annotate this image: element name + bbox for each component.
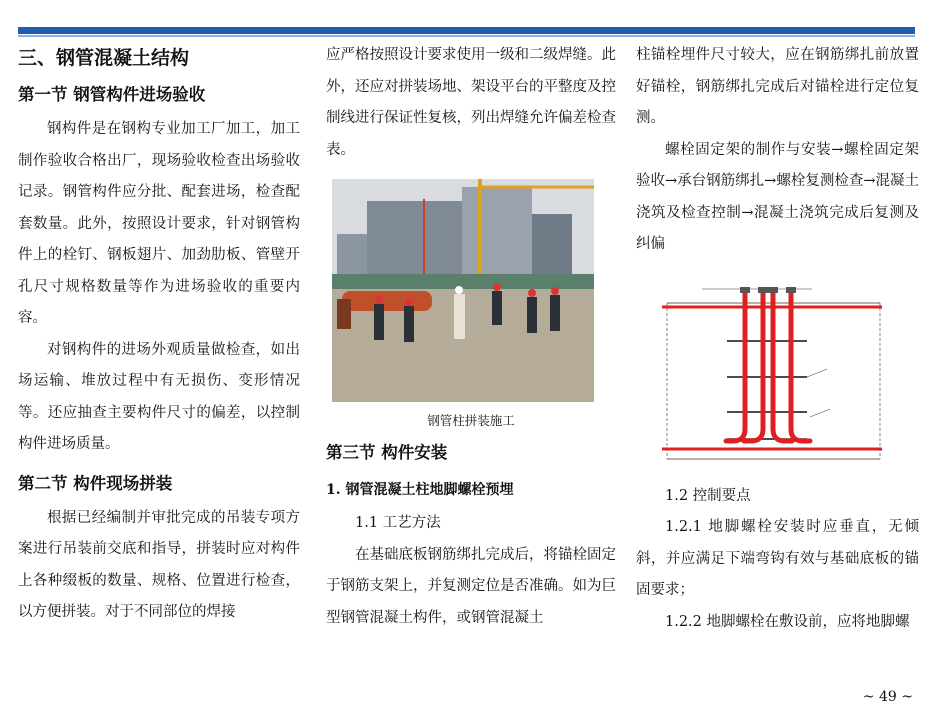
process-flow: 螺栓固定架的制作与安装→螺栓固定架验收→承台钢筋绑扎→螺栓复测检查→混凝土浇筑及检查控制→混凝土浇筑完成后复测及纠偏 bbox=[636, 141, 919, 252]
page-number: ~ 49 ~ bbox=[862, 689, 913, 705]
header-bar-thin bbox=[18, 35, 915, 37]
paragraph: 在基础底板钢筋绑扎完成后，将锚栓固定于钢筋支架上，并复测定位是否准确。如为巨型钢管混凝土构件，或钢管混凝土 bbox=[326, 546, 616, 626]
item-title-anchor-bolts: 1. 钢管混凝土柱地脚螺栓预埋 bbox=[326, 482, 514, 498]
photo-caption: 钢管柱拼装施工 bbox=[427, 413, 515, 428]
paragraph: 1.2.2 地脚螺栓在敷设前，应将地脚螺 bbox=[665, 613, 910, 630]
anchor-bolt-diagram bbox=[642, 269, 892, 479]
chapter-title: 三、钢管混凝土结构 bbox=[18, 47, 190, 69]
paragraph: 根据已经编制并审批完成的吊装专项方案进行吊装前交底和指导，拼装时应对构件上各种缀板的数量、规格、位置进行检查，以方便拼装。对于不同部位的焊接 bbox=[18, 509, 300, 620]
subheading: 1.2 控制要点 bbox=[665, 487, 751, 504]
paragraph: 钢构件是在钢构专业加工厂加工，加工制作验收合格出厂，现场验收检查出场验收记录。钢管构件应分批、配套进场，检查配套数量。此外，按照设计要求，针对钢管构件上的栓钉、钢板翅片、加劲肋板、管壁开孔尺寸规格数量等作为进场验收的重要内容。 bbox=[18, 121, 300, 326]
subheading: 1.1 工艺方法 bbox=[355, 515, 441, 531]
paragraph: 对钢构件的进场外观质量做检查，如出场运输、堆放过程中有无损伤、变形情况等。还应抽查主要构件尺寸的偏差，以控制构件进场质量。 bbox=[18, 341, 300, 452]
section-title-installation: 第三节 构件安装 bbox=[326, 443, 448, 462]
paragraph: 1.2.1 地脚螺栓安装时应垂直，无倾斜，并应满足下端弯钩有效与基础底板的锚固要求； bbox=[636, 519, 919, 598]
header-bar bbox=[18, 27, 915, 34]
construction-photo bbox=[332, 179, 594, 402]
page-number-value: 49 bbox=[878, 689, 897, 705]
section-title-assembly: 第二节 构件现场拼装 bbox=[18, 473, 173, 493]
column-middle bbox=[326, 40, 616, 634]
column-left bbox=[18, 40, 300, 629]
paragraph: 应严格按照设计要求使用一级和二级焊缝。此外，还应对拼装场地、架设平台的平整度及控制线进行保证性复核，列出焊缝允许偏差检查表。 bbox=[326, 47, 616, 158]
paragraph: 柱锚栓埋件尺寸较大，应在钢筋绑扎前放置好锚栓，钢筋绑扎完成后对锚栓进行定位复测。 bbox=[636, 47, 919, 126]
section-title-acceptance: 第一节 钢管构件进场验收 bbox=[18, 85, 206, 104]
column-right bbox=[636, 40, 919, 638]
